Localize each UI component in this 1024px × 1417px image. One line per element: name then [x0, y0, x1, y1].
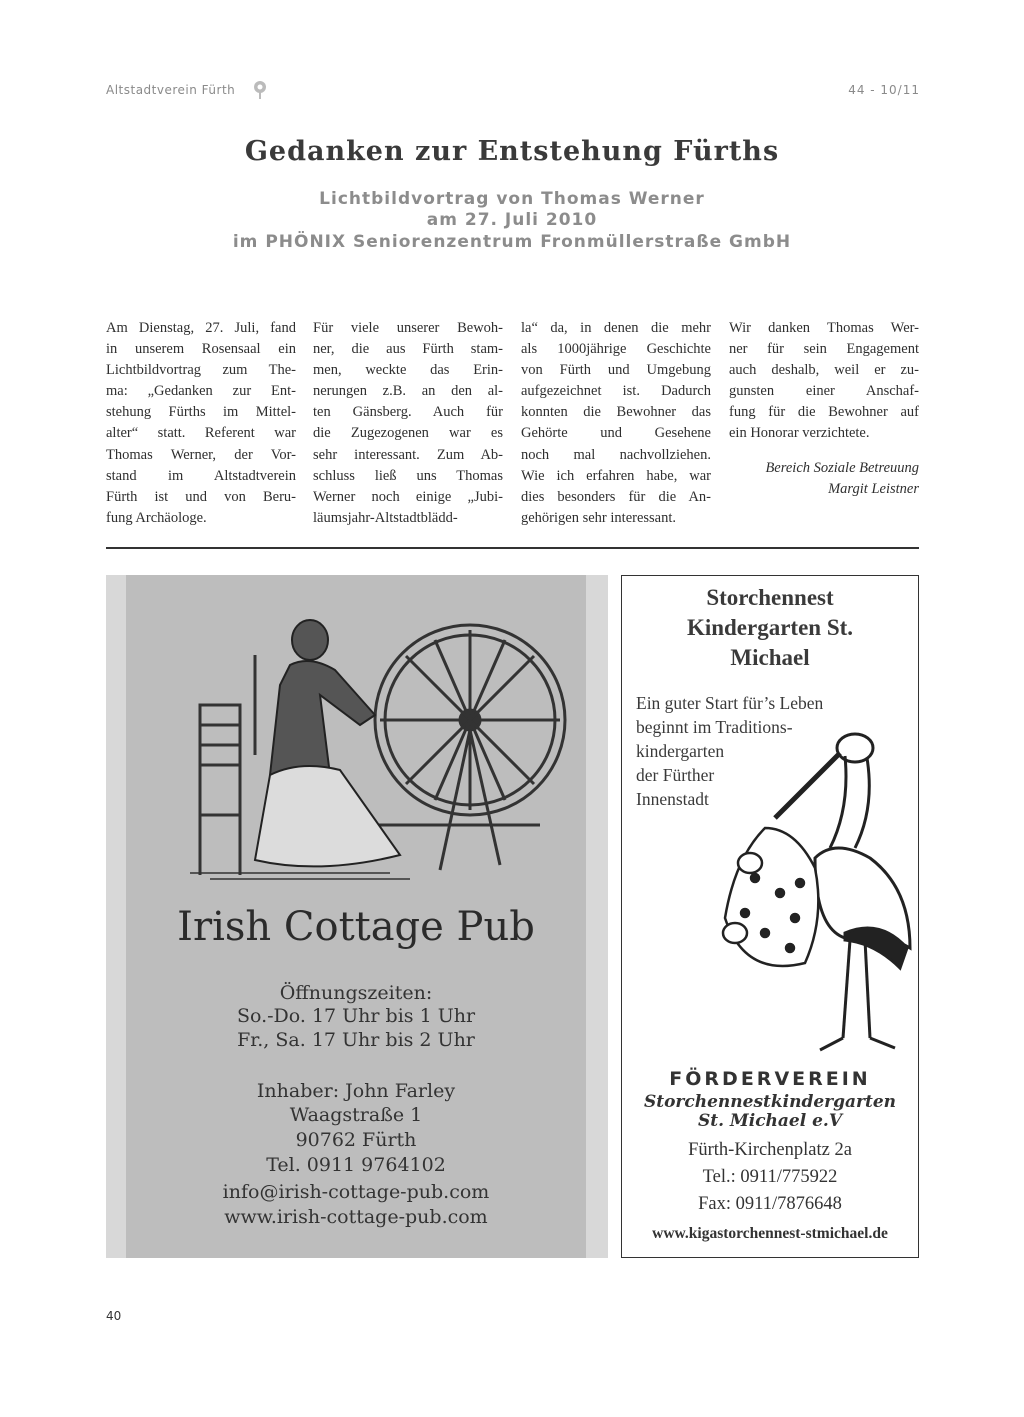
kindergarten-website[interactable]: www.kigastorchennest-stmichael.de [652, 1225, 888, 1242]
pub-street: Waagstraße 1 [289, 1104, 423, 1126]
text-line: la“ da, in denen die mehr [521, 320, 711, 336]
signature-department: Bereich Soziale Betreuung [765, 459, 919, 476]
article-column-3 [521, 318, 711, 529]
slogan-line: beginnt im Traditions- [636, 717, 793, 737]
text-line: in unserem Rosensaal ein [106, 341, 296, 358]
kindergarten-title-line-2: Kindergarten St. [686, 615, 854, 640]
slogan-line: kindergarten [636, 741, 725, 761]
text-line: men, weckte das Erin- [313, 362, 503, 379]
article-subtitle-line-3: im PHÖNIX Seniorenzentrum Fronmüllerstraße GmbH [232, 232, 792, 252]
text-line: ma: „Gedanken zur Ent- [106, 383, 296, 400]
pub-owner: Inhaber: John Farley [256, 1080, 456, 1102]
spinning-wheel-illustration [160, 585, 570, 885]
page-number: 40 [106, 1309, 122, 1323]
text-line: fung für die Bewohner auf [729, 404, 919, 421]
text-line: gunsten einer Anschaf- [729, 383, 919, 400]
header-publication: Altstadtverein Fürth [106, 83, 236, 97]
text-line: Gehörte und Gesehene [521, 425, 711, 442]
kindergarten-fax: Fax: 0911/7876648 [698, 1194, 842, 1214]
kindergarten-address: Fürth-Kirchenplatz 2a [688, 1140, 852, 1160]
text-line: alter“ statt. Referent war [106, 425, 296, 442]
text-line: läumsjahr-Altstadtblädd- [313, 509, 458, 526]
text-line: dies besonders für die An- [521, 488, 711, 505]
text-line: Thomas Werner, der Vor- [106, 446, 296, 463]
stork-illustration [695, 718, 917, 1056]
text-line: stand im Altstadtverein [106, 467, 296, 484]
section-divider [106, 547, 919, 549]
pub-city: 90762 Fürth [295, 1129, 417, 1151]
pub-hours-line-2: Fr., Sa. 17 Uhr bis 2 Uhr [237, 1029, 475, 1051]
text-line: ten Gänsberg. Auch für [313, 404, 503, 421]
article-subtitle-line-1: Lichtbildvortrag von Thomas Werner [319, 189, 705, 209]
text-line: aufgezeichnet ist. Dadurch [521, 383, 711, 400]
text-line: stehung Fürths im Mittel- [106, 404, 296, 421]
text-line: Werner noch einige „Jubi- [313, 488, 503, 505]
text-line: noch mal nachvollziehen. [521, 446, 711, 463]
text-line: Für viele unserer Bewoh- [313, 320, 503, 336]
text-line: schluss ließ uns Thomas [313, 467, 503, 484]
text-line: von Fürth und Umgebung [521, 362, 711, 379]
pub-hours-label: Öffnungszeiten: [279, 982, 433, 1004]
forderverein-name-line-2: St. Michael e.V [697, 1111, 843, 1131]
article-subtitle-line-2: am 27. Juli 2010 [426, 210, 598, 230]
pub-name: Irish Cottage Pub [177, 904, 535, 950]
text-line: Fürth ist und von Beru- [106, 488, 296, 505]
slogan-line: Innenstadt [636, 789, 709, 809]
pub-hours-line-1: So.-Do. 17 Uhr bis 1 Uhr [236, 1005, 476, 1027]
text-line: die Zugezogenen war es [313, 425, 503, 442]
text-line: fung Archäologe. [106, 509, 207, 526]
text-line: ner für sein Engagement [729, 341, 919, 358]
article-column-4 [729, 318, 919, 500]
text-line: Wie ich erfahren habe, war [521, 467, 711, 484]
clover-logo-icon [251, 80, 269, 100]
text-line: Am Dienstag, 27. Juli, fand [106, 320, 296, 336]
signature-name: Margit Leistner [828, 480, 919, 497]
article-column-1 [106, 318, 296, 529]
pub-website[interactable]: www.irish-cottage-pub.com [224, 1206, 488, 1228]
pub-phone: Tel. 0911 9764102 [266, 1154, 446, 1176]
text-line: Wir danken Thomas Wer- [729, 320, 919, 336]
article-column-2 [313, 318, 503, 529]
kindergarten-phone: Tel.: 0911/775922 [702, 1167, 838, 1187]
forderverein-label: FÖRDERVEREIN [669, 1068, 871, 1090]
forderverein-name-line-1: Storchennestkindergarten [643, 1092, 897, 1112]
text-line: nerungen z.B. an den al- [313, 383, 503, 400]
slogan-line: der Fürther [636, 765, 715, 785]
text-line: als 1000jährige Geschichte [521, 341, 711, 358]
kindergarten-title-line-3: Michael [730, 645, 810, 670]
header-issue: 44 - 10/11 [848, 83, 920, 97]
kindergarten-title-line-1: Storchennest [706, 585, 834, 610]
text-line: gehörigen sehr interessant. [521, 509, 677, 526]
text-line: konnten die Bewohner das [521, 404, 711, 421]
text-line: sehr interessant. Zum Ab- [313, 446, 503, 463]
pub-email[interactable]: info@irish-cottage-pub.com [222, 1181, 490, 1203]
article-title: Gedanken zur Entstehung Fürths [244, 136, 780, 167]
text-line: ein Honorar verzichtete. [729, 425, 870, 442]
text-line: Lichtbildvortrag zum The- [106, 362, 296, 379]
text-line: auch deshalb, weil er zu- [729, 362, 919, 379]
slogan-line: Ein guter Start für’s Leben [636, 693, 824, 713]
text-line: ner, die aus Fürth stam- [313, 341, 503, 358]
